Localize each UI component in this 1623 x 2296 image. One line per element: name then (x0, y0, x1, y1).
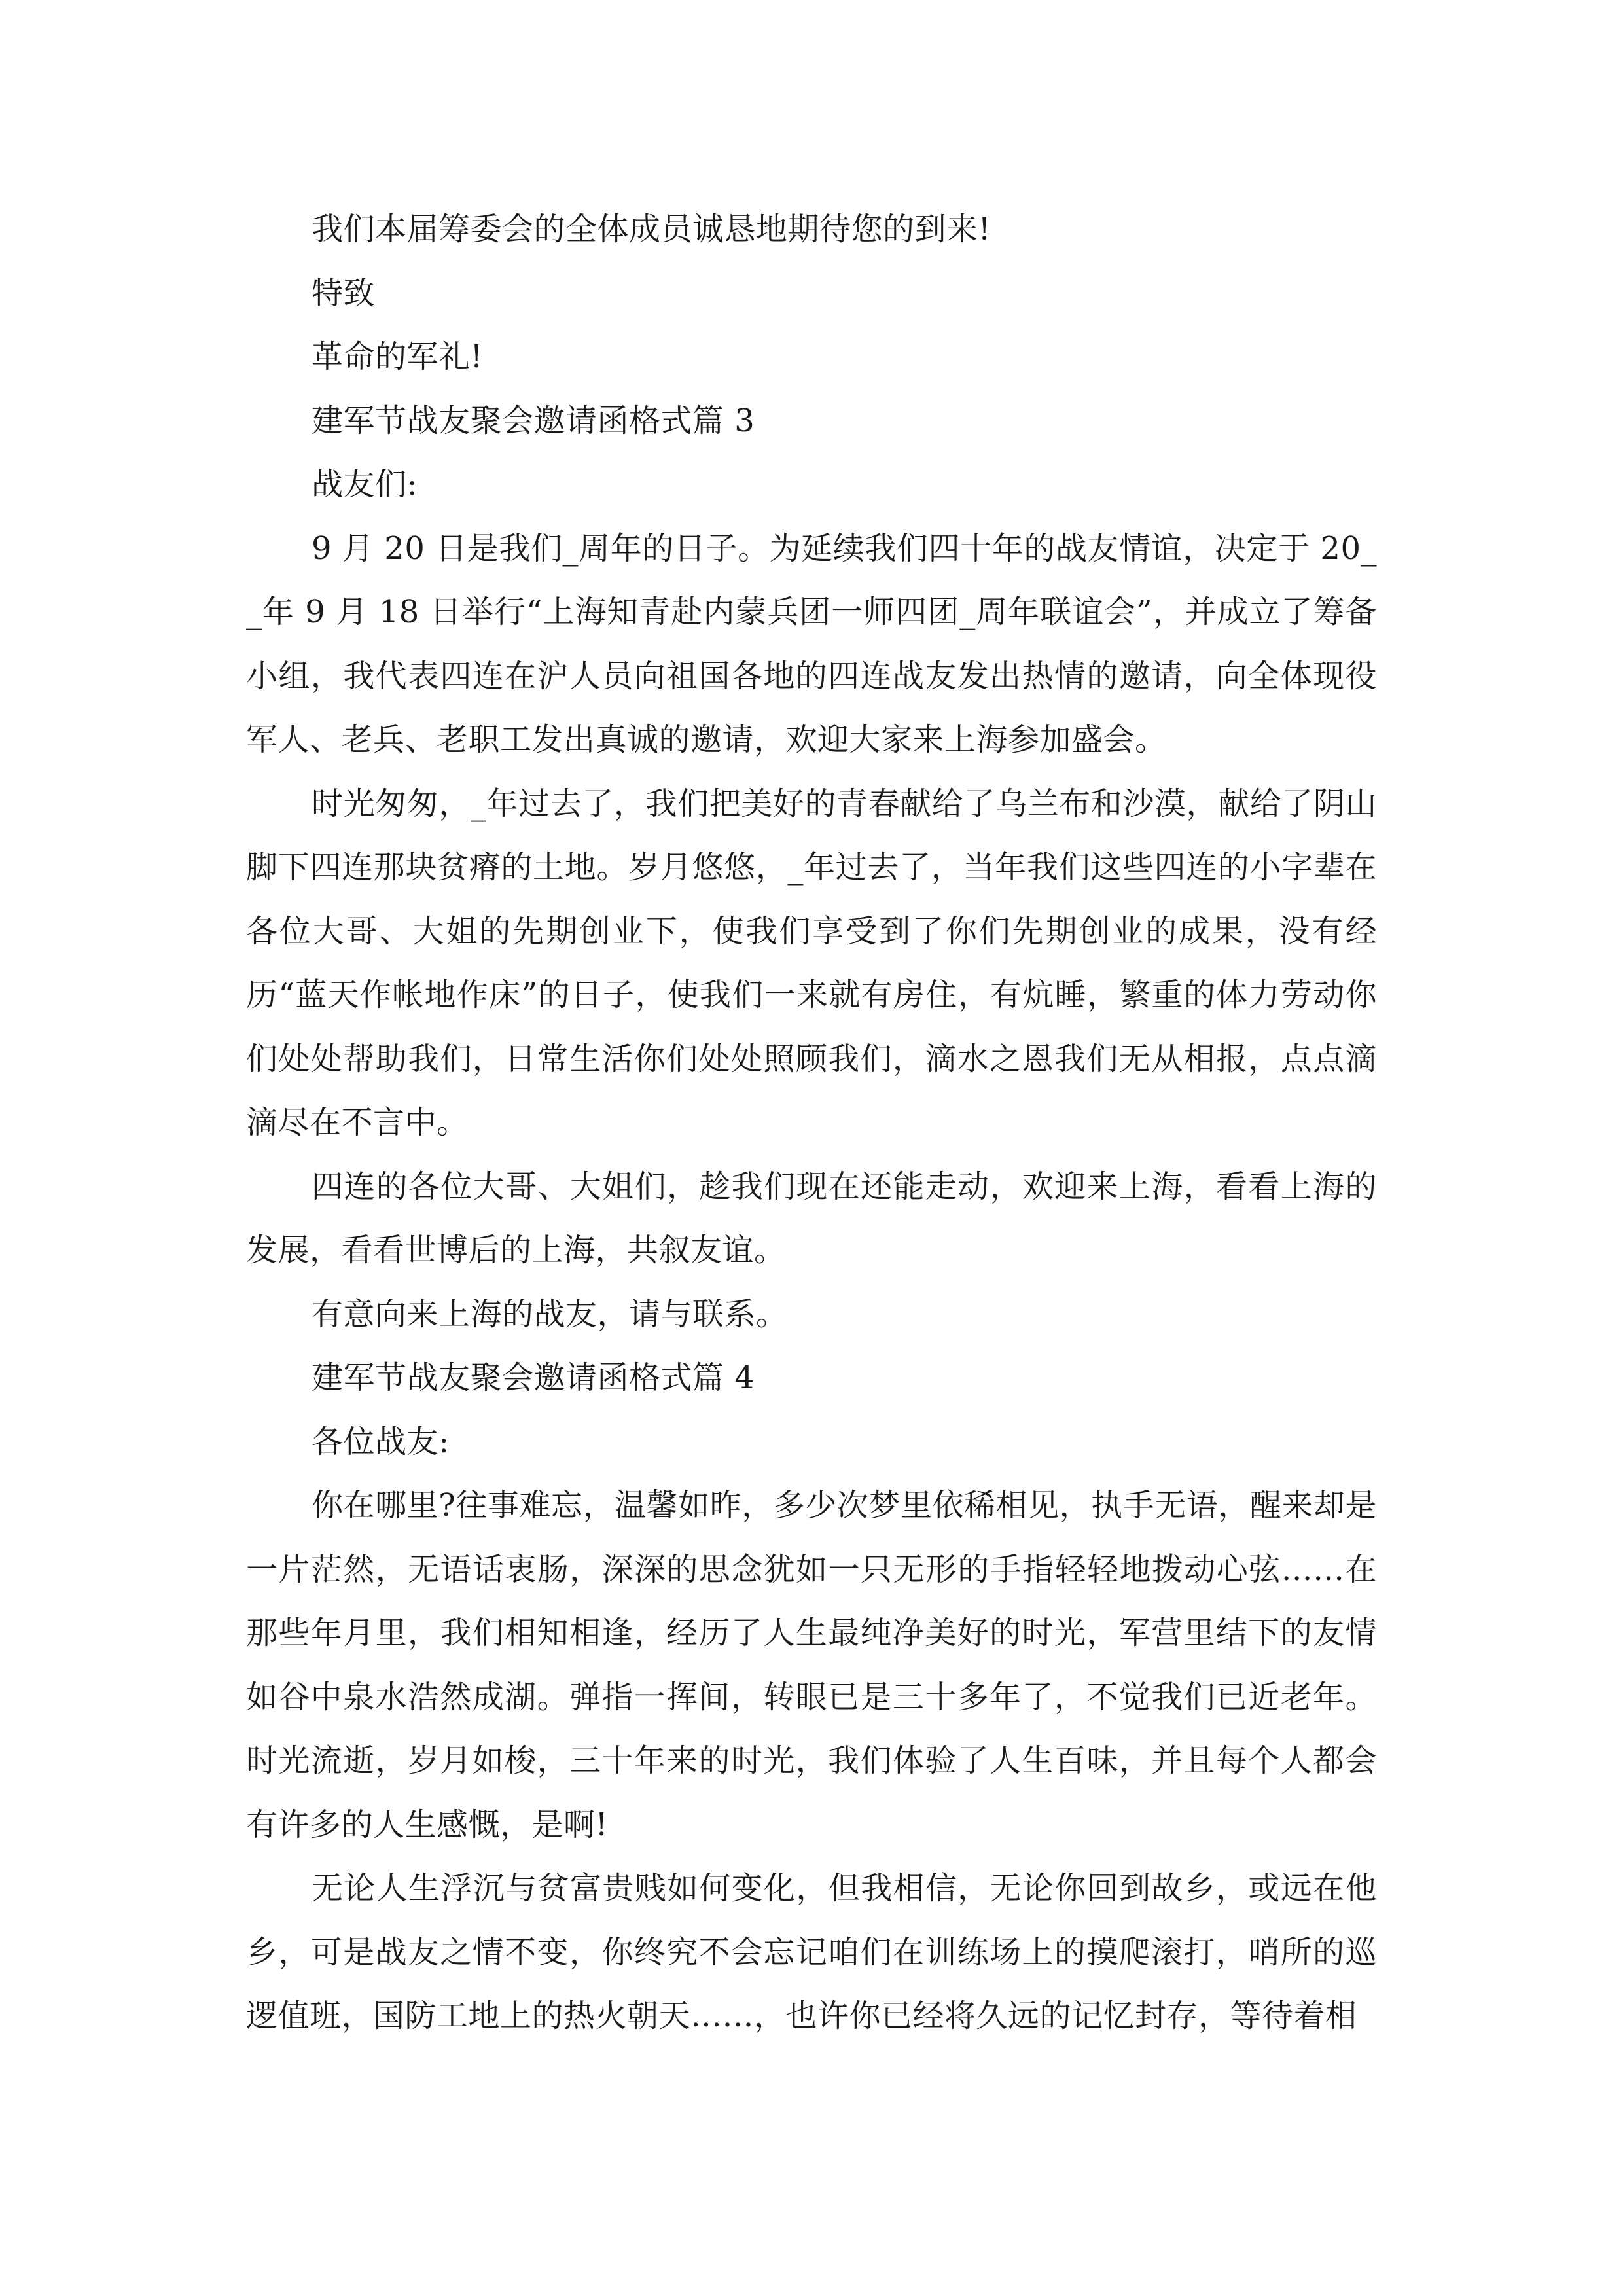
paragraph-body-3-4: 有意向来上海的战友，请与联系。 (312, 1295, 788, 1333)
paragraph-body-3-1: 9 月 20 日是我们_周年的日子。为延续我们四十年的战友情谊，决定于 20__年 9 月 18 日举行“上海知青赴内蒙兵团一师四团_周年联谊会”，并成立了筹备小组，我代表四连在沪人员向祖国各地的四连战友发出热情的邀请，向全体现役军人、老兵、老职工发出真诚的邀请，欢迎大家来上海参加盛会。 (246, 529, 1377, 758)
section-heading-4: 建军节战友聚会邀请函格式篇 4 (312, 1359, 755, 1396)
paragraph-body-3-2: 时光匆匆，_年过去了，我们把美好的青春献给了乌兰布和沙漠，献给了阴山脚下四连那块贫瘠的土地。岁月悠悠，_年过去了，当年我们这些四连的小字辈在各位大哥、大姐的先期创业下，使我们享受到了你们先期创业的成果，没有经历“蓝天作帐地作床”的日子，使我们一来就有房住，有炕睡，繁重的体力劳动你们处处帮助我们，日常生活你们处处照顾我们，滴水之恩我们无从相报，点点滴滴尽在不言中。 (246, 785, 1377, 1141)
paragraph-body-4-2: 无论人生浮沉与贫富贵贱如何变化，但我相信，无论你回到故乡，或远在他乡，可是战友之情不变，你终究不会忘记咱们在训练场上的摸爬滚打，哨所的巡逻值班，国防工地上的热火朝天……，也许你已经将久远的记忆封存，等待着相 (246, 1870, 1377, 2034)
document-body (246, 198, 1377, 2049)
paragraph-greeting-4: 各位战友: (312, 1423, 450, 1460)
paragraph-greeting-3: 战友们: (312, 466, 418, 503)
section-heading-3: 建军节战友聚会邀请函格式篇 3 (312, 402, 755, 439)
paragraph-closing-expectation: 我们本届筹委会的全体成员诚恳地期待您的到来! (312, 211, 991, 247)
paragraph-body-3-3: 四连的各位大哥、大姐们，趁我们现在还能走动，欢迎来上海，看看上海的发展，看看世博后的上海，共叙友谊。 (246, 1168, 1377, 1268)
paragraph-body-4-1: 你在哪里?往事难忘，温馨如昨，多少次梦里依稀相见，执手无语，醒来却是一片茫然，无语话衷肠，深深的思念犹如一只无形的手指轻轻地拨动心弦……在那些年月里，我们相知相逢，经历了人生最纯净美好的时光，军营里结下的友情如谷中泉水浩然成湖。弹指一挥间，转眼已是三十多年了，不觉我们已近老年。时光流逝，岁月如梭，三十年来的时光，我们体验了人生百味，并且每个人都会有许多的人生感慨，是啊! (246, 1487, 1377, 1843)
paragraph-salutation-te-zhi: 特致 (312, 274, 376, 312)
paragraph-salute: 革命的军礼! (312, 338, 484, 375)
